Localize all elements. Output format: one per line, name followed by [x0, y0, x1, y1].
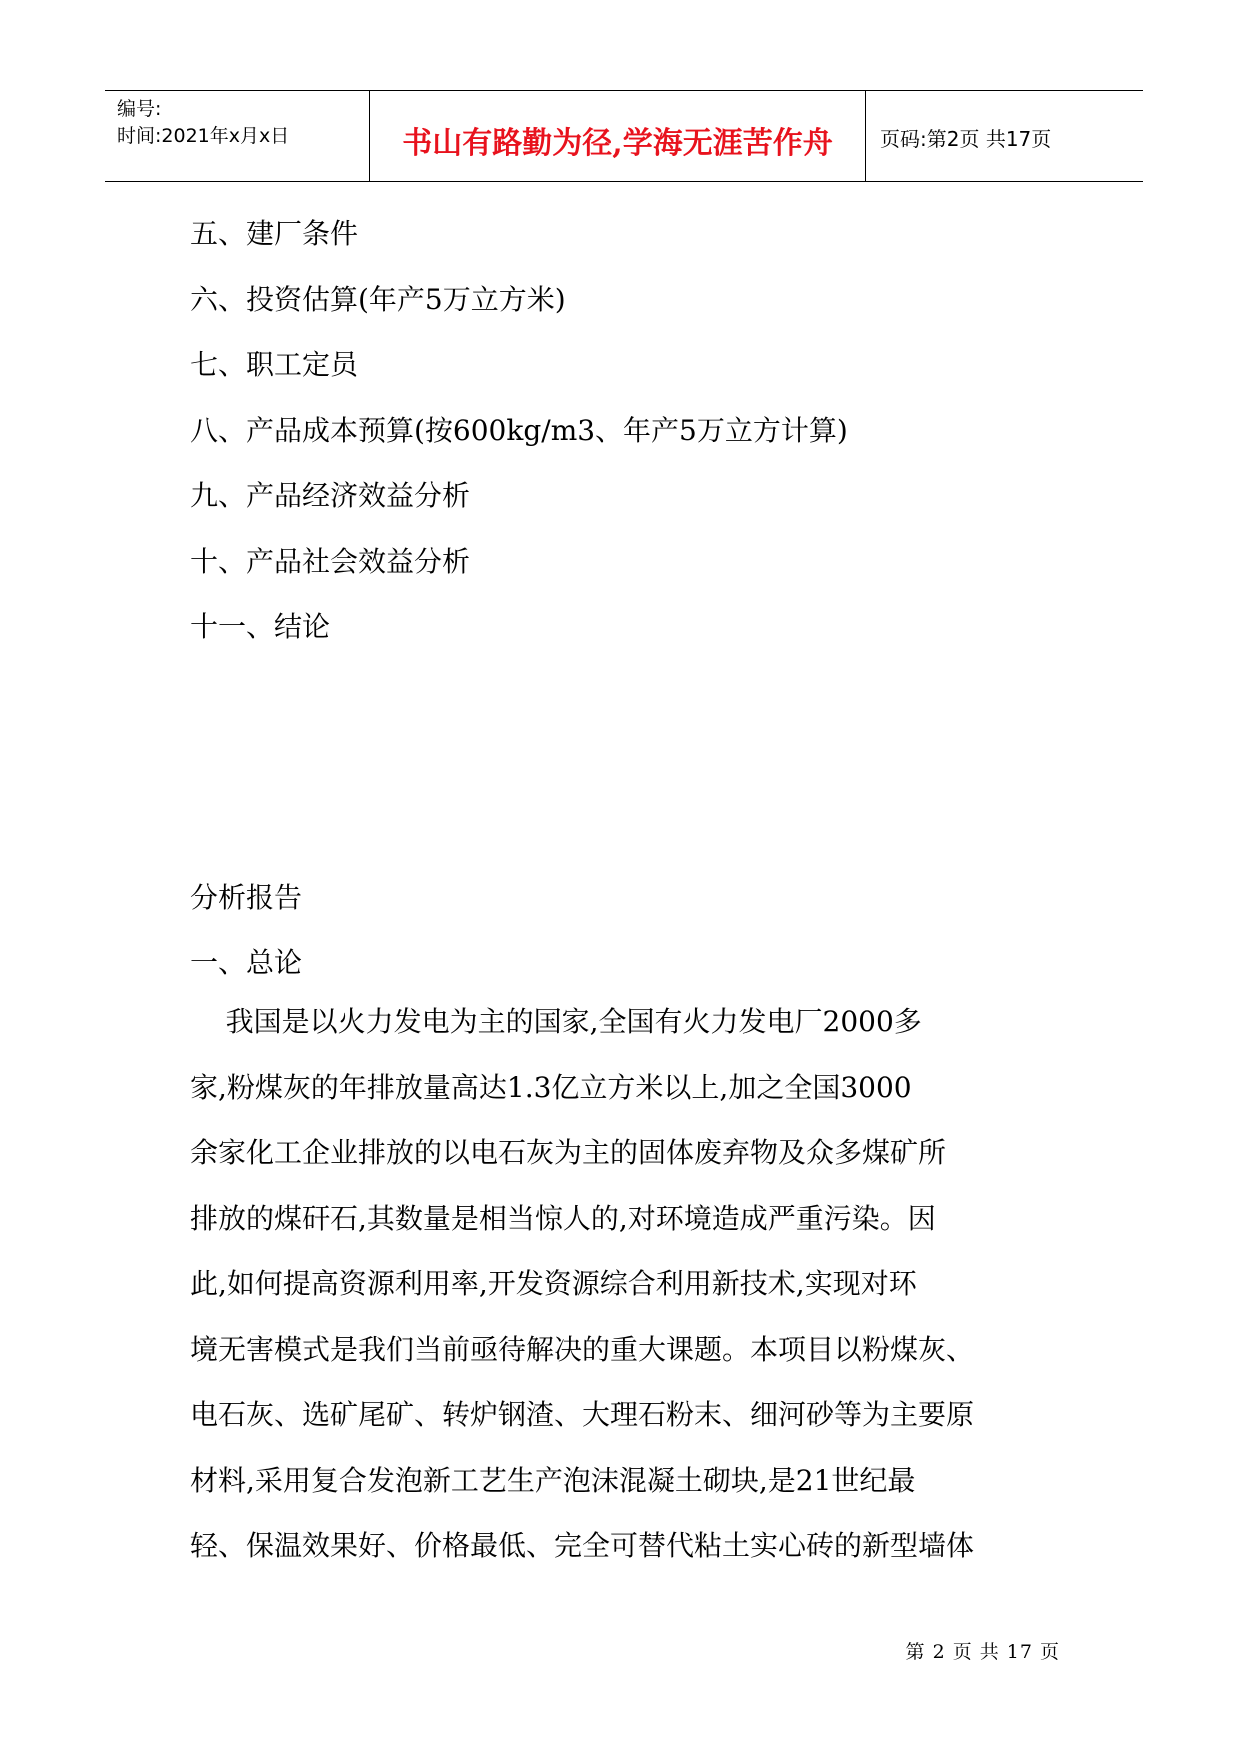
- paragraph-line: 轻、保温效果好、价格最低、完全可替代粘土实心砖的新型墙体: [190, 1529, 975, 1562]
- paragraph-line: 此,如何提高资源利用率,开发资源综合利用新技术,实现对环: [190, 1267, 917, 1300]
- toc-item: 十、产品社会效益分析: [190, 544, 471, 578]
- paragraph-line: 余家化工企业排放的以电石灰为主的固体废弃物及众多煤矿所: [190, 1136, 947, 1169]
- header-page-code: 页码:第2页 共17页: [880, 127, 1052, 151]
- toc-item: 六、投资估算(年产5万立方米): [190, 282, 566, 316]
- header-motto: 书山有路勤为径,学海无涯苦作舟: [402, 126, 833, 161]
- paragraph-line: 境无害模式是我们当前亟待解决的重大课题。本项目以粉煤灰、: [190, 1332, 975, 1366]
- toc-item: 九、产品经济效益分析: [190, 479, 471, 512]
- toc-item: 八、产品成本预算(按600kg/m3、年产5万立方计算): [190, 413, 848, 447]
- toc-item: 十一、结论: [190, 610, 331, 643]
- paragraph-line: 排放的煤矸石,其数量是相当惊人的,对环境造成严重污染。因: [190, 1201, 936, 1235]
- paragraph-line: 材料,采用复合发泡新工艺生产泡沫混凝土砌块,是21世纪最: [190, 1463, 916, 1497]
- paragraph-line: 我国是以火力发电为主的国家,全国有火力发电厂2000多: [190, 1005, 922, 1038]
- body-paragraph: [190, 1005, 1070, 1595]
- table-of-contents: [190, 217, 848, 676]
- date-label: 时间:2021年x月x日: [117, 125, 290, 147]
- header-meta: [105, 91, 370, 181]
- paragraph-line: 电石灰、选矿尾矿、转炉钢渣、大理石粉末、细河砂等为主要原: [190, 1398, 975, 1431]
- section-title: 一、总论: [190, 946, 303, 979]
- page-header: [105, 90, 1143, 182]
- report-title: 分析报告: [190, 881, 303, 914]
- toc-item: 五、建厂条件: [190, 217, 359, 250]
- page-footer: 第 2 页 共 17 页: [905, 1641, 1060, 1663]
- serial-number-label: 编号:: [117, 98, 162, 120]
- header-motto-cell: [370, 91, 866, 181]
- toc-item: 七、职工定员: [190, 348, 359, 381]
- paragraph-line: 家,粉煤灰的年排放量高达1.3亿立方米以上,加之全国3000: [190, 1070, 912, 1104]
- header-page-cell: [866, 91, 1143, 181]
